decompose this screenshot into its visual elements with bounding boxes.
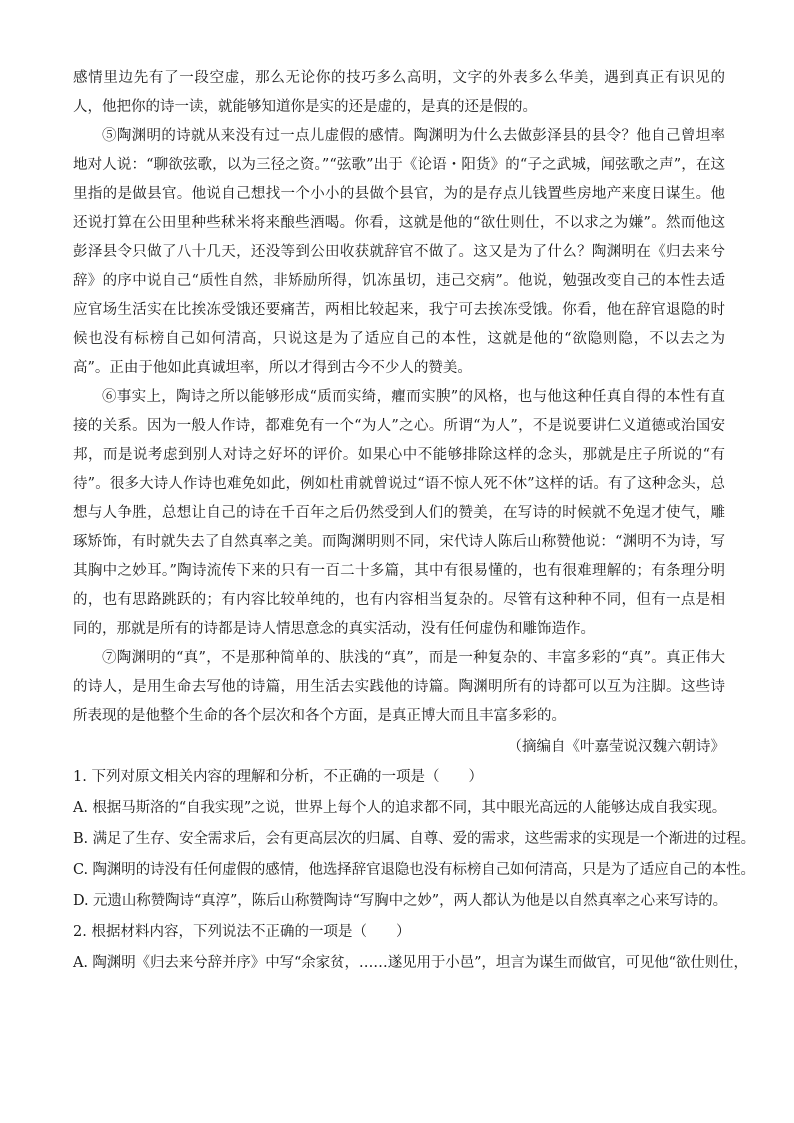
paragraph-6: ⑥事实上，陶诗之所以能够形成“质而实绮，癯而实腴”的风格，也与他这种任真自得的本性有直接的关系。因为一般人作诗，都难免有一个“为人”之心。所谓“为人”，不是说要讲仁义道德或治国安邦，而是说考虑到别人对诗之好坏的评价。如果心中不能够排除这样的念头，那就是庄子所说的“有待”。很多大诗人作诗也难免如此，例如杜甫就曾说过“语不惊人死不休”这样的话。有了这种念头，总想与人争胜，总想让自己的诗在千百年之后仍然受到人们的赞美，在写诗的时候就不免逞才使气，雕琢矫饰，有时就失去了自然真率之美。而陶渊明则不同，宋代诗人陈后山称赞他说：“渊明不为诗，写其胸中之妙耳。”陶诗流传下来的只有一百二十多篇，其中有很易懂的，也有很难理解的；有条理分明的，也有思路跳跃的；有内容比较单纯的，也有内容相当复杂的。尽管有这种种不同，但有一点是相同的，那就是所有的诗都是诗人情思意念的真实活动，没有任何虚伪和雕饰造作。 (73, 389, 725, 637)
question-1: 1. 下列对原文相关内容的理解和分析，不正确的一项是（ ） (73, 769, 483, 785)
document-page (73, 64, 755, 979)
paragraph-7: ⑦陶渊明的“真”，不是那种简单的、肤浅的“真”，而是一种复杂的、丰富多彩的“真”。真正伟大的诗人，是用生命去写他的诗篇，用生活去实践他的诗篇。陶渊明所有的诗都可以互为注脚。这些诗所表现的是他整个生命的各个层次和各个方面，是真正博大而且丰富多彩的。 (73, 650, 725, 724)
source-citation: （摘编自《叶嘉莹说汉魏六朝诗》 (507, 739, 725, 755)
paragraph-continued: 感情里边先有了一段空虚，那么无论你的技巧多么高明，文字的外表多么华美，遇到真正有识见的人，他把你的诗一读，就能够知道你是实的还是虚的，是真的还是假的。 (73, 70, 725, 115)
question-2-option-a: A. 陶渊明《归去来兮辞并序》中写“余家贫，……遂见用于小邑”，坦言为谋生而做官，可见他“欲仕则仕， (73, 955, 748, 971)
question-1-option-b: B. 满足了生存、安全需求后，会有更高层次的归属、自尊、爱的需求，这些需求的实现是一个渐进的过程。 (73, 831, 755, 847)
paragraph-5: ⑤陶渊明的诗就从来没有过一点儿虚假的感情。陶渊明为什么去做彭泽县的县令？他自己曾坦率地对人说：“聊欲弦歌，以为三径之资。”“弦歌”出于《论语・阳货》的“子之武城，闻弦歌之声”，在这里指的是做县官。他说自己想找一个小小的县做个县官，为的是存点儿钱置些房地产来度日谋生。他还说打算在公田里种些秫米将来酿些酒喝。你看，这就是他的“欲仕则仕，不以求之为嫌”。然而他这彭泽县令只做了八十几天，还没等到公田收获就辞官不做了。这又是为了什么？陶渊明在《归去来兮辞》的序中说自己“质性自然，非矫励所得，饥冻虽切，违己交病”。他说，勉强改变自己的本性去适应官场生活实在比挨冻受饿还要痛苦，两相比较起来，我宁可去挨冻受饿。你看，他在辞官退隐的时候也没有标榜自己如何清高，只说这是为了适应自己的本性，这就是他的“欲隐则隐，不以去之为高”。正由于他如此真诚坦率，所以才得到古今不少人的赞美。 (73, 128, 725, 376)
question-2: 2. 根据材料内容，下列说法不正确的一项是（ ） (73, 924, 411, 940)
question-1-option-a: A. 根据马斯洛的“自我实现”之说，世界上每个人的追求都不同，其中眼光高远的人能够达成自我实现。 (73, 800, 727, 816)
question-1-option-d: D. 元遗山称赞陶诗“真淳”，陈后山称赞陶诗“写胸中之妙”，两人都认为他是以自然真率之心来写诗的。 (73, 893, 728, 909)
question-1-option-c: C. 陶渊明的诗没有任何虚假的感情，他选择辞官退隐也没有标榜自己如何清高，只是为了适应自己的本性。 (73, 862, 755, 878)
